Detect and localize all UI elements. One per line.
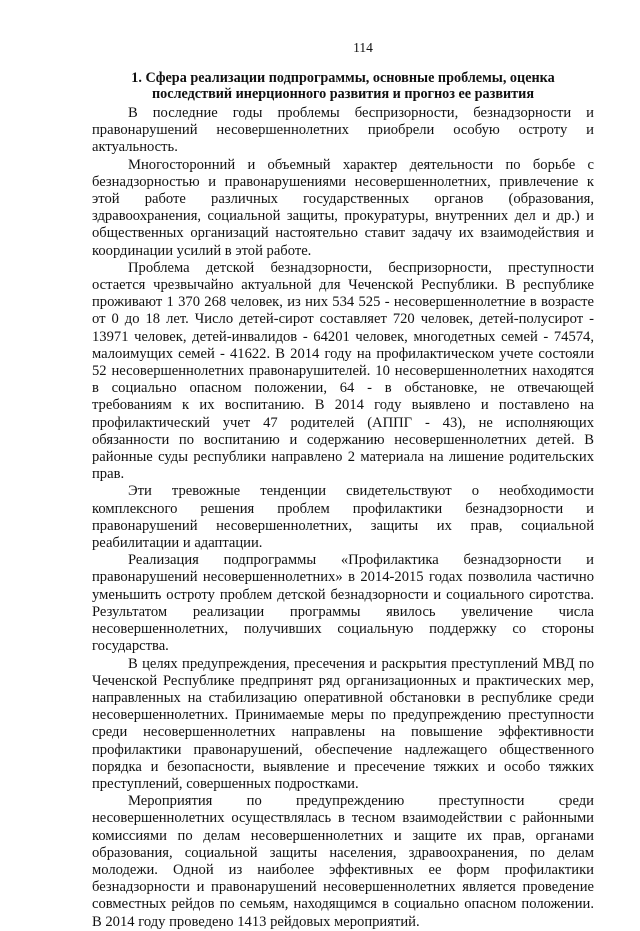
paragraph: Реализация подпрограммы «Профилактика безнадзорности и правонарушений несовершеннолетних» в 2014-2015 годах позволила частично уменьшить остроту проблем детской безнадзорности и социального сиротства. Результатом реализации программы явилось увеличение числа несовершеннолетних, получивших социальную поддержку со стороны государства. xyxy=(92,552,594,655)
paragraph: Проблема детской безнадзорности, беспризорности, преступности остается чрезвычайно актуальной для Чеченской Республики. В республике проживают 1 370 268 человек, из них 534 525 - несовершеннолетние в возрасте от 0 до 18 лет. Число детей-сирот составляет 720 человек, детей-полусирот - 13971 человек, детей-инвалидов - 64201 человек, многодетных семей - 74574, малоимущих семей - 41622. В 2014 году на профилактическом учете состояли 52 несовершеннолетних правонарушителей. 10 несовершеннолетних находятся в социально опасном положении, 64 - в обстановке, не отвечающей требованиям к их воспитанию. В 2014 году выявлено и поставлено на профилактический учет 47 родителей (АППГ - 43), не исполняющих обязанности по воспитанию и содержанию несовершеннолетних детей. В районные суды республики направлено 2 материала на лишение родительских прав. xyxy=(92,259,594,483)
paragraph: Мероприятия по предупреждению преступности среди несовершеннолетних осуществлялась в тесном взаимодействии с районными комиссиями по делам несовершеннолетних и защите их прав, органами образования, социальной защиты населения, здравоохранения, по делам молодежи. Одной из наиболее эффективных ее форм профилактики безнадзорности и правонарушений несовершеннолетних является проведение совместных рейдов по семьям, находящимся в социально опасном положении. В 2014 году проведено 1413 рейдовых мероприятий. xyxy=(92,793,594,930)
section-title: 1. Сфера реализации подпрограммы, основные проблемы, оценка последствий инерционного развития и прогноз ее развития xyxy=(131,70,555,102)
paragraph: В целях предупреждения, пресечения и раскрытия преступлений МВД по Чеченской Республике предпринят ряд организационных и практических мер, направленных на стабилизацию оперативной обстановки в республике среди несовершеннолетних. Принимаемые меры по предупреждению преступности среди несовершеннолетних направлены на повышение эффективности профилактики правонарушений, обеспечение надлежащего общественного порядка и безопасности, выявление и пресечение тяжких и особо тяжких преступлений, совершенных подростками. xyxy=(92,655,594,792)
page-number: 114 xyxy=(353,40,373,55)
paragraph: Эти тревожные тенденции свидетельствуют о необходимости комплексного решения проблем профилактики безнадзорности и правонарушений несовершеннолетних, защиты их прав, социальной реабилитации и адаптации. xyxy=(92,483,594,552)
body-text xyxy=(92,105,594,931)
paragraph: Многосторонний и объемный характер деятельности по борьбе с безнадзорностью и правонарушениями несовершеннолетних, привлечение к этой работе различных государственных органов (образования, здравоохранения, социальной защиты, прокуратуры, внутренних дел и др.) и общественных организаций настоятельно ставит задачу их взаимодействия и координации усилий в этой работе. xyxy=(92,156,594,259)
paragraph: В последние годы проблемы беспризорности, безнадзорности и правонарушений несовершеннолетних приобрели особую остроту и актуальность. xyxy=(92,105,594,156)
